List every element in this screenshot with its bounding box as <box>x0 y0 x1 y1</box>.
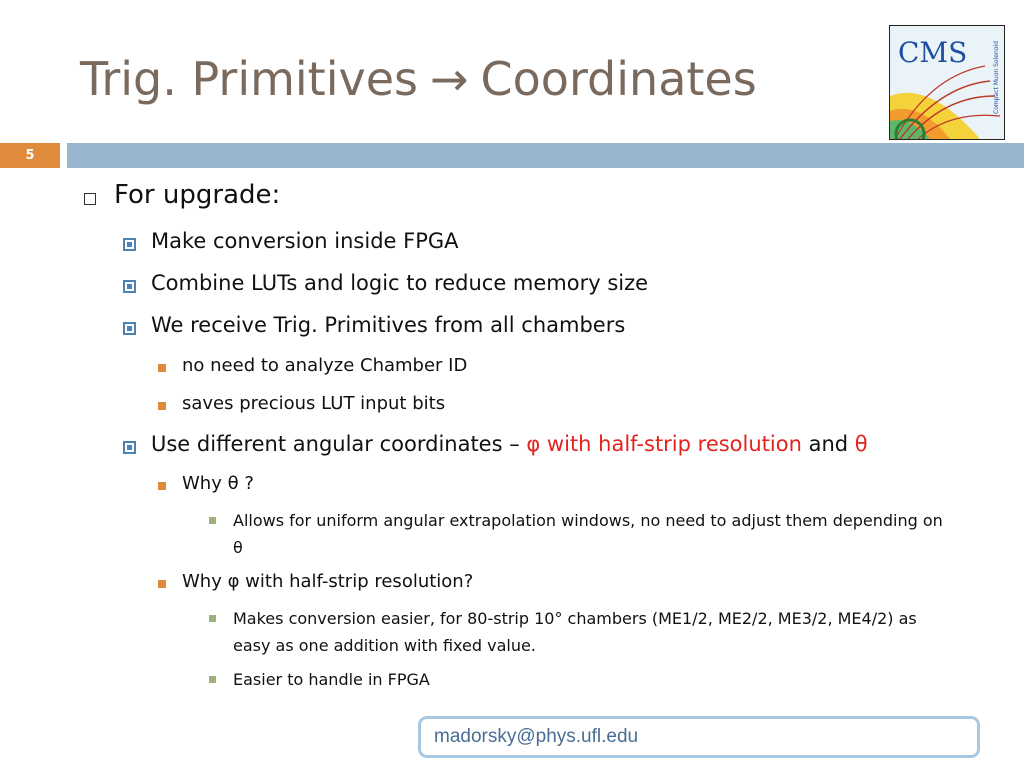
bullet-receive: We receive Trig. Primitives from all chambers <box>151 313 626 337</box>
bullet-conversion: Make conversion inside FPGA <box>151 229 459 253</box>
title-right: Coordinates <box>480 52 757 106</box>
slide-title <box>80 52 757 106</box>
slide-number: 5 <box>0 143 60 168</box>
footer-email: madorsky@phys.ufl.edu <box>434 726 639 747</box>
bullet-conversion-easier: Makes conversion easier, for 80-strip 10° chambers (ME1/2, ME2/2, ME3/2, ME4/2) as easy as one addition with fixed value. <box>233 609 917 655</box>
footer-email-box <box>418 716 980 758</box>
angular-text-phi: φ with half-strip resolution <box>526 432 802 456</box>
logo-text: CMS <box>898 36 968 69</box>
box-bullet-icon <box>123 280 136 293</box>
angular-text-theta: θ <box>854 432 868 456</box>
title-left: Trig. Primitives <box>80 52 418 106</box>
box-bullet-icon <box>123 441 136 454</box>
bullet-uniform-windows: Allows for uniform angular extrapolation windows, no need to adjust them depending on θ <box>233 511 943 557</box>
bullet-why-theta: Why θ ? <box>182 473 254 494</box>
bullet-angular <box>151 432 868 456</box>
green-bullet-icon <box>209 517 216 524</box>
orange-bullet-icon <box>158 482 166 490</box>
logo-subtext: Compact Muon Solenoid <box>993 41 1000 114</box>
box-bullet-icon <box>123 322 136 335</box>
cms-logo <box>889 25 1005 140</box>
bullet-combine-luts: Combine LUTs and logic to reduce memory size <box>151 271 649 295</box>
orange-bullet-icon <box>158 364 166 372</box>
green-bullet-icon <box>209 615 216 622</box>
orange-bullet-icon <box>158 402 166 410</box>
bullet-chamber-id: no need to analyze Chamber ID <box>182 355 468 376</box>
header-bar <box>67 143 1024 168</box>
bullet-level1: For upgrade: <box>114 180 281 210</box>
bullet-fpga-handle: Easier to handle in FPGA <box>233 670 430 689</box>
angular-text-and: and <box>801 432 855 456</box>
square-bullet-icon <box>84 193 96 205</box>
green-bullet-icon <box>209 676 216 683</box>
orange-bullet-icon <box>158 580 166 588</box>
angular-text-pre: Use different angular coordinates – <box>151 432 527 456</box>
bullet-why-phi: Why φ with half-strip resolution? <box>182 571 474 592</box>
box-bullet-icon <box>123 238 136 251</box>
right-arrow-icon: → <box>430 52 469 106</box>
bullet-lut-bits: saves precious LUT input bits <box>182 393 446 414</box>
